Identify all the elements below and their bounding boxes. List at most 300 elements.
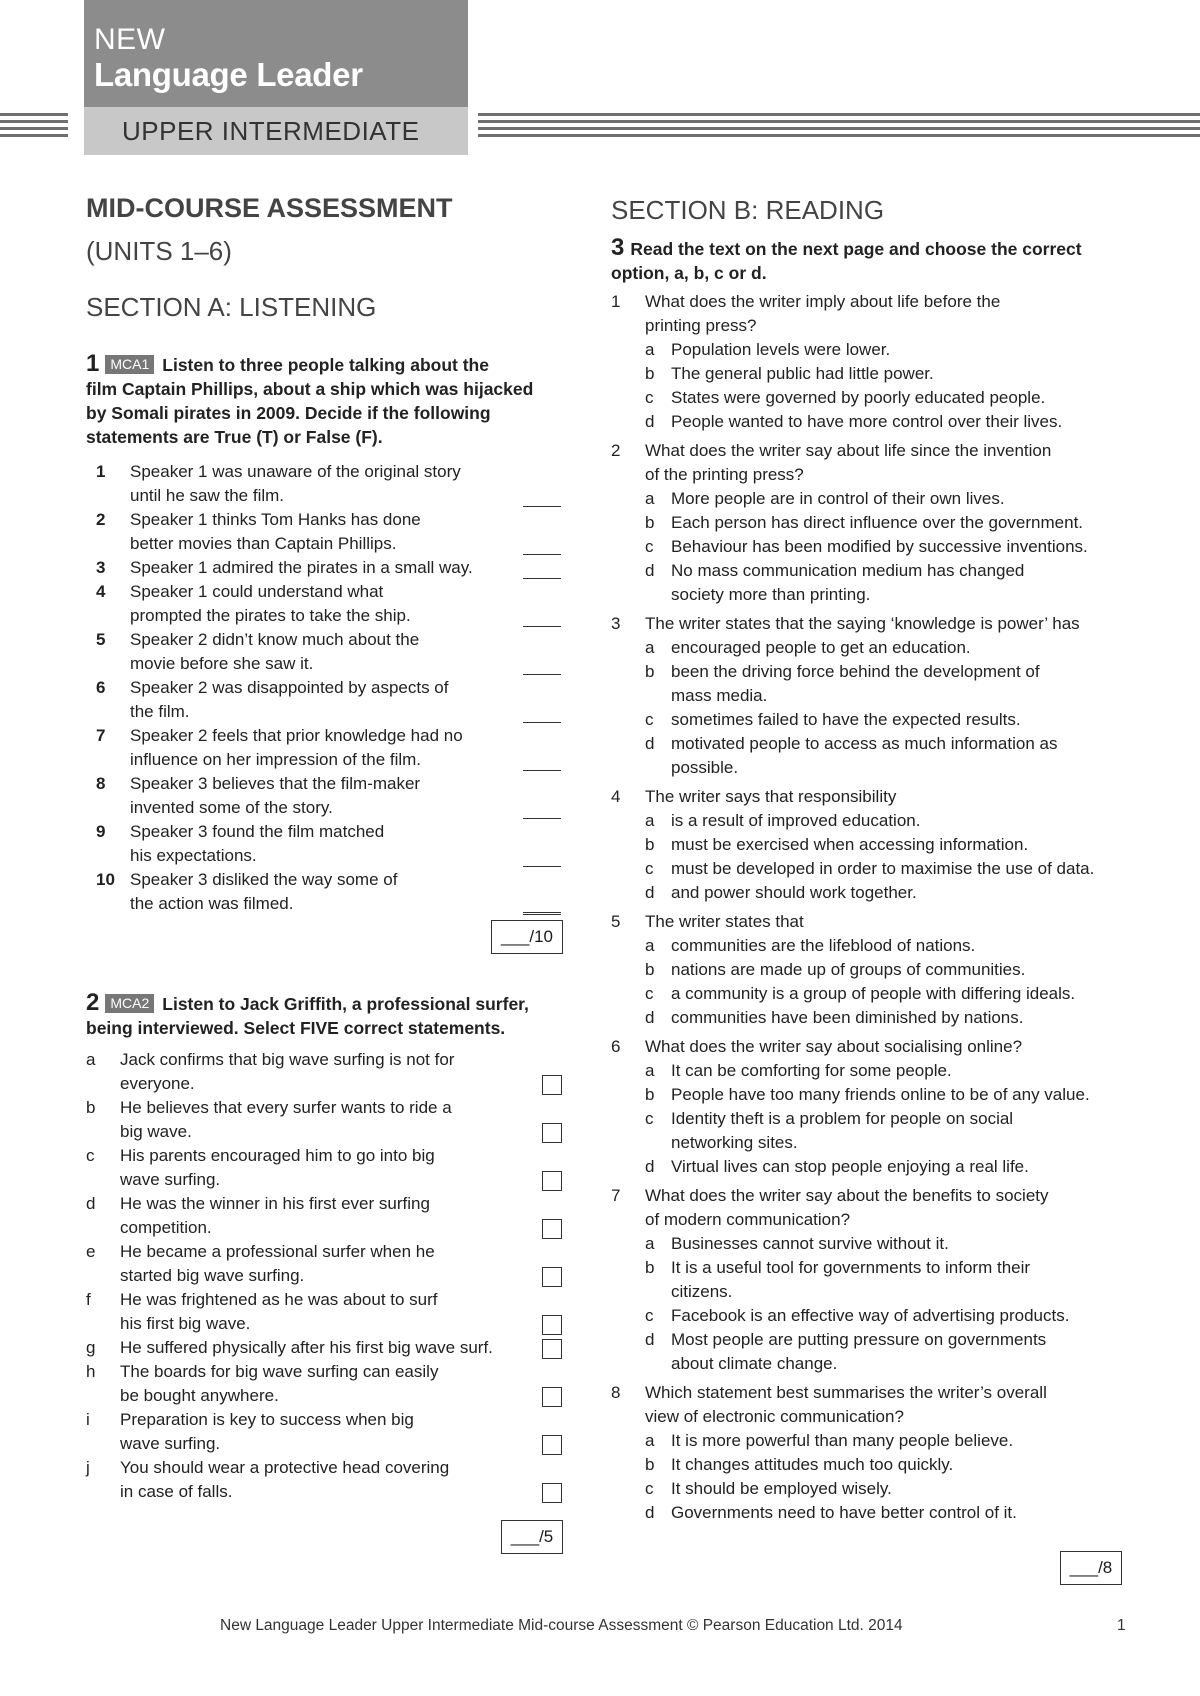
q2-score-box: ___/5 (501, 1520, 563, 1554)
option-line: communities are the lifeblood of nations. (671, 936, 976, 955)
option-text (671, 1006, 1131, 1030)
tf-statement (96, 820, 516, 868)
statement-line: His parents encouraged him to go into big (120, 1146, 435, 1165)
statement-number: 6 (96, 678, 106, 697)
statement-text (130, 460, 461, 508)
statement-line: until he saw the film. (130, 486, 285, 505)
option-letter: d (645, 1330, 655, 1349)
audio-track-tag: MCA1 (105, 355, 154, 374)
tf-statement (96, 628, 516, 676)
q3-score-box: ___/8 (1060, 1551, 1122, 1585)
reading-question (611, 290, 1171, 338)
option-line: motivated people to access as much information as (671, 734, 1058, 753)
answer-blank[interactable] (523, 626, 561, 627)
reading-question (611, 785, 1171, 809)
answer-option[interactable] (645, 511, 1145, 535)
option-text (671, 559, 1131, 607)
option-text (671, 660, 1131, 708)
brand-block (84, 0, 468, 155)
statement-line: He was the winner in his first ever surfing (120, 1194, 430, 1213)
option-letter: c (86, 1146, 95, 1165)
answer-option[interactable] (645, 1501, 1145, 1525)
reading-question (611, 1184, 1171, 1232)
statement-line: Speaker 2 didn’t know much about the (130, 630, 420, 649)
reading-question (611, 1035, 1171, 1059)
option-letter: a (645, 340, 655, 359)
statement-number: 8 (96, 774, 106, 793)
answer-option[interactable] (645, 833, 1145, 857)
option-letter: b (645, 1085, 655, 1104)
answer-option[interactable] (645, 1232, 1145, 1256)
tf-statement (96, 460, 516, 508)
tf-statement (96, 772, 516, 820)
statement-text (130, 628, 419, 676)
answer-option[interactable] (645, 1059, 1145, 1083)
statement-text (130, 556, 473, 580)
answer-option[interactable] (645, 535, 1145, 559)
answer-option[interactable] (645, 487, 1145, 511)
option-text (671, 857, 1131, 881)
answer-blank[interactable] (523, 506, 561, 507)
statement-option (86, 1408, 546, 1456)
statement-text (120, 1288, 438, 1336)
option-text (671, 1083, 1131, 1107)
statement-option (86, 1288, 546, 1336)
instruction-text: statements are True (T) or False (F). (86, 427, 383, 447)
statement-text (130, 868, 397, 916)
option-line: about climate change. (671, 1354, 838, 1373)
option-text (671, 1501, 1131, 1525)
statement-text (120, 1096, 452, 1144)
answer-checkbox[interactable] (542, 1219, 562, 1239)
answer-checkbox[interactable] (542, 1387, 562, 1407)
option-text (671, 1155, 1131, 1179)
statement-line: the film. (130, 702, 190, 721)
option-text (671, 809, 1131, 833)
answer-option[interactable] (645, 857, 1145, 881)
tf-statement (96, 508, 516, 556)
option-text (671, 1256, 1131, 1304)
question-number: 3 (611, 234, 625, 261)
option-letter: j (86, 1458, 90, 1477)
option-line: It should be employed wisely. (671, 1479, 892, 1498)
statement-line: Speaker 2 was disappointed by aspects of (130, 678, 449, 697)
option-line: mass media. (671, 686, 768, 705)
answer-option[interactable] (645, 1477, 1145, 1501)
footer-copyright: New Language Leader Upper Intermediate Mid-course Assessment © Pearson Education Ltd. 2014 (220, 1617, 903, 1634)
q1-instruction (86, 352, 586, 449)
option-text (671, 1477, 1131, 1501)
answer-checkbox[interactable] (542, 1267, 562, 1287)
statement-option (86, 1336, 546, 1360)
option-letter: c (645, 388, 654, 407)
option-line: Facebook is an effective way of advertising products. (671, 1306, 1070, 1325)
statement-line: his expectations. (130, 846, 257, 865)
brand-dark-panel (84, 0, 468, 107)
statement-option (86, 1240, 546, 1288)
answer-blank[interactable] (523, 912, 561, 913)
statement-option (86, 1456, 546, 1504)
option-letter: b (645, 513, 655, 532)
statement-line: Jack confirms that big wave surfing is not for (120, 1050, 455, 1069)
answer-option[interactable] (645, 1006, 1145, 1030)
tf-statement (96, 868, 516, 916)
statement-text (120, 1048, 454, 1096)
option-line: nations are made up of groups of communities. (671, 960, 1026, 979)
statement-option (86, 1192, 546, 1240)
option-line: It is a useful tool for governments to inform their (671, 1258, 1031, 1277)
statement-option (86, 1048, 546, 1096)
option-letter: c (645, 1479, 654, 1498)
option-line: Behaviour has been modified by successive inventions. (671, 537, 1088, 556)
option-letter: a (645, 638, 655, 657)
section-a-heading: SECTION A: LISTENING (86, 292, 377, 322)
option-line: People have too many friends online to be of any value. (671, 1085, 1090, 1104)
instruction-line (86, 991, 586, 1016)
answer-option[interactable] (645, 559, 1145, 607)
question-number: 5 (611, 912, 621, 931)
answer-option[interactable] (645, 1453, 1145, 1477)
option-line: must be exercised when accessing information. (671, 835, 1029, 854)
page-title: MID-COURSE ASSESSMENT (86, 193, 453, 223)
answer-checkbox[interactable] (542, 1123, 562, 1143)
stem-line: What does the writer imply about life before the (645, 292, 1001, 311)
statement-line: Speaker 1 was unaware of the original story (130, 462, 461, 481)
option-letter: b (86, 1098, 96, 1117)
option-letter: a (645, 1431, 655, 1450)
instruction-text: Listen to three people talking about the (162, 355, 489, 375)
answer-option[interactable] (645, 636, 1145, 660)
option-letter: d (645, 561, 655, 580)
option-letter: a (645, 811, 655, 830)
option-line: networking sites. (671, 1133, 798, 1152)
option-letter: b (645, 662, 655, 681)
option-letter: f (86, 1290, 91, 1309)
instruction-line (86, 401, 586, 425)
option-line: sometimes failed to have the expected results. (671, 710, 1021, 729)
instruction-line (611, 261, 1171, 285)
statement-line: prompted the pirates to take the ship. (130, 606, 411, 625)
option-line: States were governed by poorly educated people. (671, 388, 1046, 407)
statement-text (120, 1144, 435, 1192)
answer-blank[interactable] (523, 554, 561, 555)
option-letter: a (645, 1234, 655, 1253)
option-letter: c (645, 859, 654, 878)
instruction-text: Listen to Jack Griffith, a professional surfer, (162, 994, 529, 1014)
statement-line: influence on her impression of the film. (130, 750, 422, 769)
statement-line: Speaker 1 admired the pirates in a small way. (130, 558, 473, 577)
statement-line: The boards for big wave surfing can easily (120, 1362, 439, 1381)
statement-text (120, 1456, 449, 1504)
option-line: possible. (671, 758, 739, 777)
question-number: 1 (86, 350, 100, 377)
reading-question (611, 1381, 1171, 1429)
stem-line: of the printing press? (645, 465, 804, 484)
option-letter: d (645, 1157, 655, 1176)
option-letter: c (645, 537, 654, 556)
instruction-line (86, 1016, 586, 1040)
statement-line: started big wave surfing. (120, 1266, 305, 1285)
answer-option[interactable] (645, 362, 1145, 386)
option-line: a community is a group of people with differing ideals. (671, 984, 1076, 1003)
instruction-text: by Somali pirates in 2009. Decide if the following (86, 403, 491, 423)
answer-blank[interactable] (523, 722, 561, 723)
option-letter: c (645, 1109, 654, 1128)
stem-line: The writer states that the saying ‘knowledge is power’ has (645, 614, 1080, 633)
option-letter: a (86, 1050, 96, 1069)
option-line: citizens. (671, 1282, 733, 1301)
option-line: The general public had little power. (671, 364, 934, 383)
option-letter: b (645, 835, 655, 854)
option-line: been the driving force behind the development of (671, 662, 1040, 681)
question-number: 4 (611, 787, 621, 806)
answer-blank[interactable] (523, 770, 561, 771)
option-text (671, 958, 1131, 982)
option-line: must be developed in order to maximise the use of data. (671, 859, 1095, 878)
brand-name: Language Leader (94, 56, 363, 93)
answer-option[interactable] (645, 1083, 1145, 1107)
statement-number: 1 (96, 462, 106, 481)
answer-option[interactable] (645, 660, 1145, 708)
statement-text (120, 1360, 438, 1408)
statement-text (130, 508, 421, 556)
units-subtitle: (UNITS 1–6) (86, 236, 232, 266)
option-text (671, 833, 1131, 857)
option-letter: d (645, 1008, 655, 1027)
option-letter: c (645, 984, 654, 1003)
question-number: 8 (611, 1383, 621, 1402)
option-line: Virtual lives can stop people enjoying a real life. (671, 1157, 1029, 1176)
statement-text (130, 772, 420, 820)
answer-option[interactable] (645, 1328, 1145, 1376)
option-text (671, 708, 1131, 732)
statement-line: movie before she saw it. (130, 654, 314, 673)
statement-line: everyone. (120, 1074, 195, 1093)
option-text (671, 386, 1131, 410)
option-text (671, 1453, 1131, 1477)
instruction-text: film Captain Phillips, about a ship which was hijacked (86, 379, 534, 399)
question-stem (645, 785, 1135, 809)
option-text (671, 1429, 1131, 1453)
statement-option (86, 1096, 546, 1144)
header-stripes-right (478, 113, 1200, 143)
answer-blank[interactable] (523, 866, 561, 867)
question-stem (645, 910, 1135, 934)
reading-question (611, 910, 1171, 934)
statement-line: wave surfing. (120, 1434, 221, 1453)
statement-number: 9 (96, 822, 106, 841)
option-letter: a (645, 936, 655, 955)
option-line: encouraged people to get an education. (671, 638, 971, 657)
option-text (671, 732, 1131, 780)
answer-option[interactable] (645, 1107, 1145, 1155)
answer-option[interactable] (645, 732, 1145, 780)
option-text (671, 881, 1131, 905)
tf-statement (96, 676, 516, 724)
statement-number: 7 (96, 726, 106, 745)
answer-option[interactable] (645, 958, 1145, 982)
instruction-line (86, 352, 586, 377)
statement-line: Preparation is key to success when big (120, 1410, 414, 1429)
statement-text (120, 1192, 430, 1240)
answer-checkbox[interactable] (542, 1315, 562, 1335)
tf-statement (96, 724, 516, 772)
option-letter: b (645, 1455, 655, 1474)
option-text (671, 934, 1131, 958)
instruction-text: being interviewed. Select FIVE correct statements. (86, 1018, 506, 1038)
answer-checkbox[interactable] (542, 1435, 562, 1455)
question-number: 7 (611, 1186, 621, 1205)
option-text (671, 362, 1131, 386)
option-text (671, 535, 1131, 559)
instruction-text: Read the text on the next page and choose the correct (630, 239, 1082, 259)
option-text (671, 1304, 1131, 1328)
answer-blank[interactable] (523, 674, 561, 675)
option-line: is a result of improved education. (671, 811, 921, 830)
statement-line: He suffered physically after his first big wave surf. (120, 1338, 493, 1357)
question-number: 3 (611, 614, 621, 633)
instruction-line (611, 236, 1171, 261)
question-stem (645, 612, 1135, 636)
question-stem (645, 290, 1135, 338)
stem-line: The writer states that (645, 912, 804, 931)
option-line: Population levels were lower. (671, 340, 891, 359)
level-label: UPPER INTERMEDIATE (84, 107, 468, 155)
option-line: It can be comforting for some people. (671, 1061, 952, 1080)
option-letter: d (86, 1194, 96, 1213)
statement-number: 3 (96, 558, 106, 577)
option-letter: c (645, 1306, 654, 1325)
question-number: 2 (611, 441, 621, 460)
statement-line: Speaker 3 disliked the way some of (130, 870, 398, 889)
answer-option[interactable] (645, 410, 1145, 434)
option-text (671, 511, 1131, 535)
option-line: Businesses cannot survive without it. (671, 1234, 949, 1253)
stem-line: What does the writer say about socialising online? (645, 1037, 1023, 1056)
option-line: It changes attitudes much too quickly. (671, 1455, 954, 1474)
statement-number: 4 (96, 582, 106, 601)
answer-checkbox[interactable] (542, 1075, 562, 1095)
option-line: Identity theft is a problem for people on social (671, 1109, 1014, 1128)
statement-line: Speaker 1 could understand what (130, 582, 384, 601)
answer-blank[interactable] (523, 914, 561, 915)
header-stripes-left (0, 113, 68, 143)
statement-option (86, 1144, 546, 1192)
instruction-line (86, 425, 586, 449)
section-b-heading: SECTION B: READING (611, 195, 885, 225)
stem-line: The writer says that responsibility (645, 787, 897, 806)
answer-checkbox[interactable] (542, 1171, 562, 1191)
answer-option[interactable] (645, 809, 1145, 833)
option-letter: b (645, 1258, 655, 1277)
answer-option[interactable] (645, 338, 1145, 362)
answer-blank[interactable] (523, 818, 561, 819)
option-letter: i (86, 1410, 90, 1429)
option-text (671, 410, 1131, 434)
statement-line: wave surfing. (120, 1170, 221, 1189)
option-text (671, 1059, 1131, 1083)
statement-line: invented some of the story. (130, 798, 333, 817)
statement-text (130, 820, 384, 868)
q2-instruction (86, 991, 586, 1040)
option-text (671, 1328, 1131, 1376)
option-text (671, 636, 1131, 660)
option-line: society more than printing. (671, 585, 871, 604)
instruction-text: option, a, b, c or d. (611, 263, 767, 283)
option-line: No mass communication medium has changed (671, 561, 1025, 580)
statement-line: Speaker 1 thinks Tom Hanks has done (130, 510, 421, 529)
option-line: People wanted to have more control over their lives. (671, 412, 1063, 431)
statement-number: 2 (96, 510, 106, 529)
option-letter: d (645, 412, 655, 431)
answer-option[interactable] (645, 1304, 1145, 1328)
statement-option (86, 1360, 546, 1408)
statement-line: He believes that every surfer wants to ride a (120, 1098, 452, 1117)
option-letter: c (645, 710, 654, 729)
option-text (671, 982, 1131, 1006)
stem-line: What does the writer say about the benefits to society (645, 1186, 1049, 1205)
option-text (671, 487, 1131, 511)
stem-line: What does the writer say about life since the invention (645, 441, 1052, 460)
statement-line: his first big wave. (120, 1314, 251, 1333)
option-line: Each person has direct influence over the government. (671, 513, 1084, 532)
option-letter: h (86, 1362, 96, 1381)
answer-option[interactable] (645, 1256, 1145, 1304)
statement-text (120, 1336, 493, 1360)
statement-text (130, 724, 463, 772)
option-letter: d (645, 734, 655, 753)
option-line: communities have been diminished by nations. (671, 1008, 1024, 1027)
option-letter: a (645, 489, 655, 508)
option-line: More people are in control of their own lives. (671, 489, 1005, 508)
option-letter: g (86, 1338, 96, 1357)
tf-statement (96, 580, 516, 628)
option-line: Governments need to have better control of it. (671, 1503, 1017, 1522)
answer-checkbox[interactable] (542, 1483, 562, 1503)
reading-question (611, 439, 1171, 487)
answer-checkbox[interactable] (542, 1339, 562, 1359)
tf-statement (96, 556, 516, 580)
answer-option[interactable] (645, 1429, 1145, 1453)
answer-blank[interactable] (523, 578, 561, 579)
statement-line: He became a professional surfer when he (120, 1242, 435, 1261)
statement-line: be bought anywhere. (120, 1386, 279, 1405)
statement-number: 5 (96, 630, 106, 649)
option-letter: b (645, 960, 655, 979)
option-letter: e (86, 1242, 96, 1261)
reading-question (611, 612, 1171, 636)
statement-line: better movies than Captain Phillips. (130, 534, 397, 553)
statement-line: Speaker 3 found the film matched (130, 822, 385, 841)
statement-line: Speaker 3 believes that the film-maker (130, 774, 421, 793)
question-stem (645, 439, 1135, 487)
stem-line: Which statement best summarises the writer’s overall (645, 1383, 1047, 1402)
question-stem (645, 1035, 1135, 1059)
q1-score-box: ___/10 (491, 920, 563, 954)
brand-new: NEW (94, 23, 166, 56)
answer-option[interactable] (645, 386, 1145, 410)
question-number: 2 (86, 989, 100, 1016)
answer-option[interactable] (645, 881, 1145, 905)
answer-option[interactable] (645, 708, 1145, 732)
option-letter: d (645, 883, 655, 902)
answer-option[interactable] (645, 982, 1145, 1006)
answer-option[interactable] (645, 934, 1145, 958)
option-text (671, 1107, 1131, 1155)
answer-option[interactable] (645, 1155, 1145, 1179)
question-stem (645, 1184, 1135, 1232)
statement-line: in case of falls. (120, 1482, 233, 1501)
